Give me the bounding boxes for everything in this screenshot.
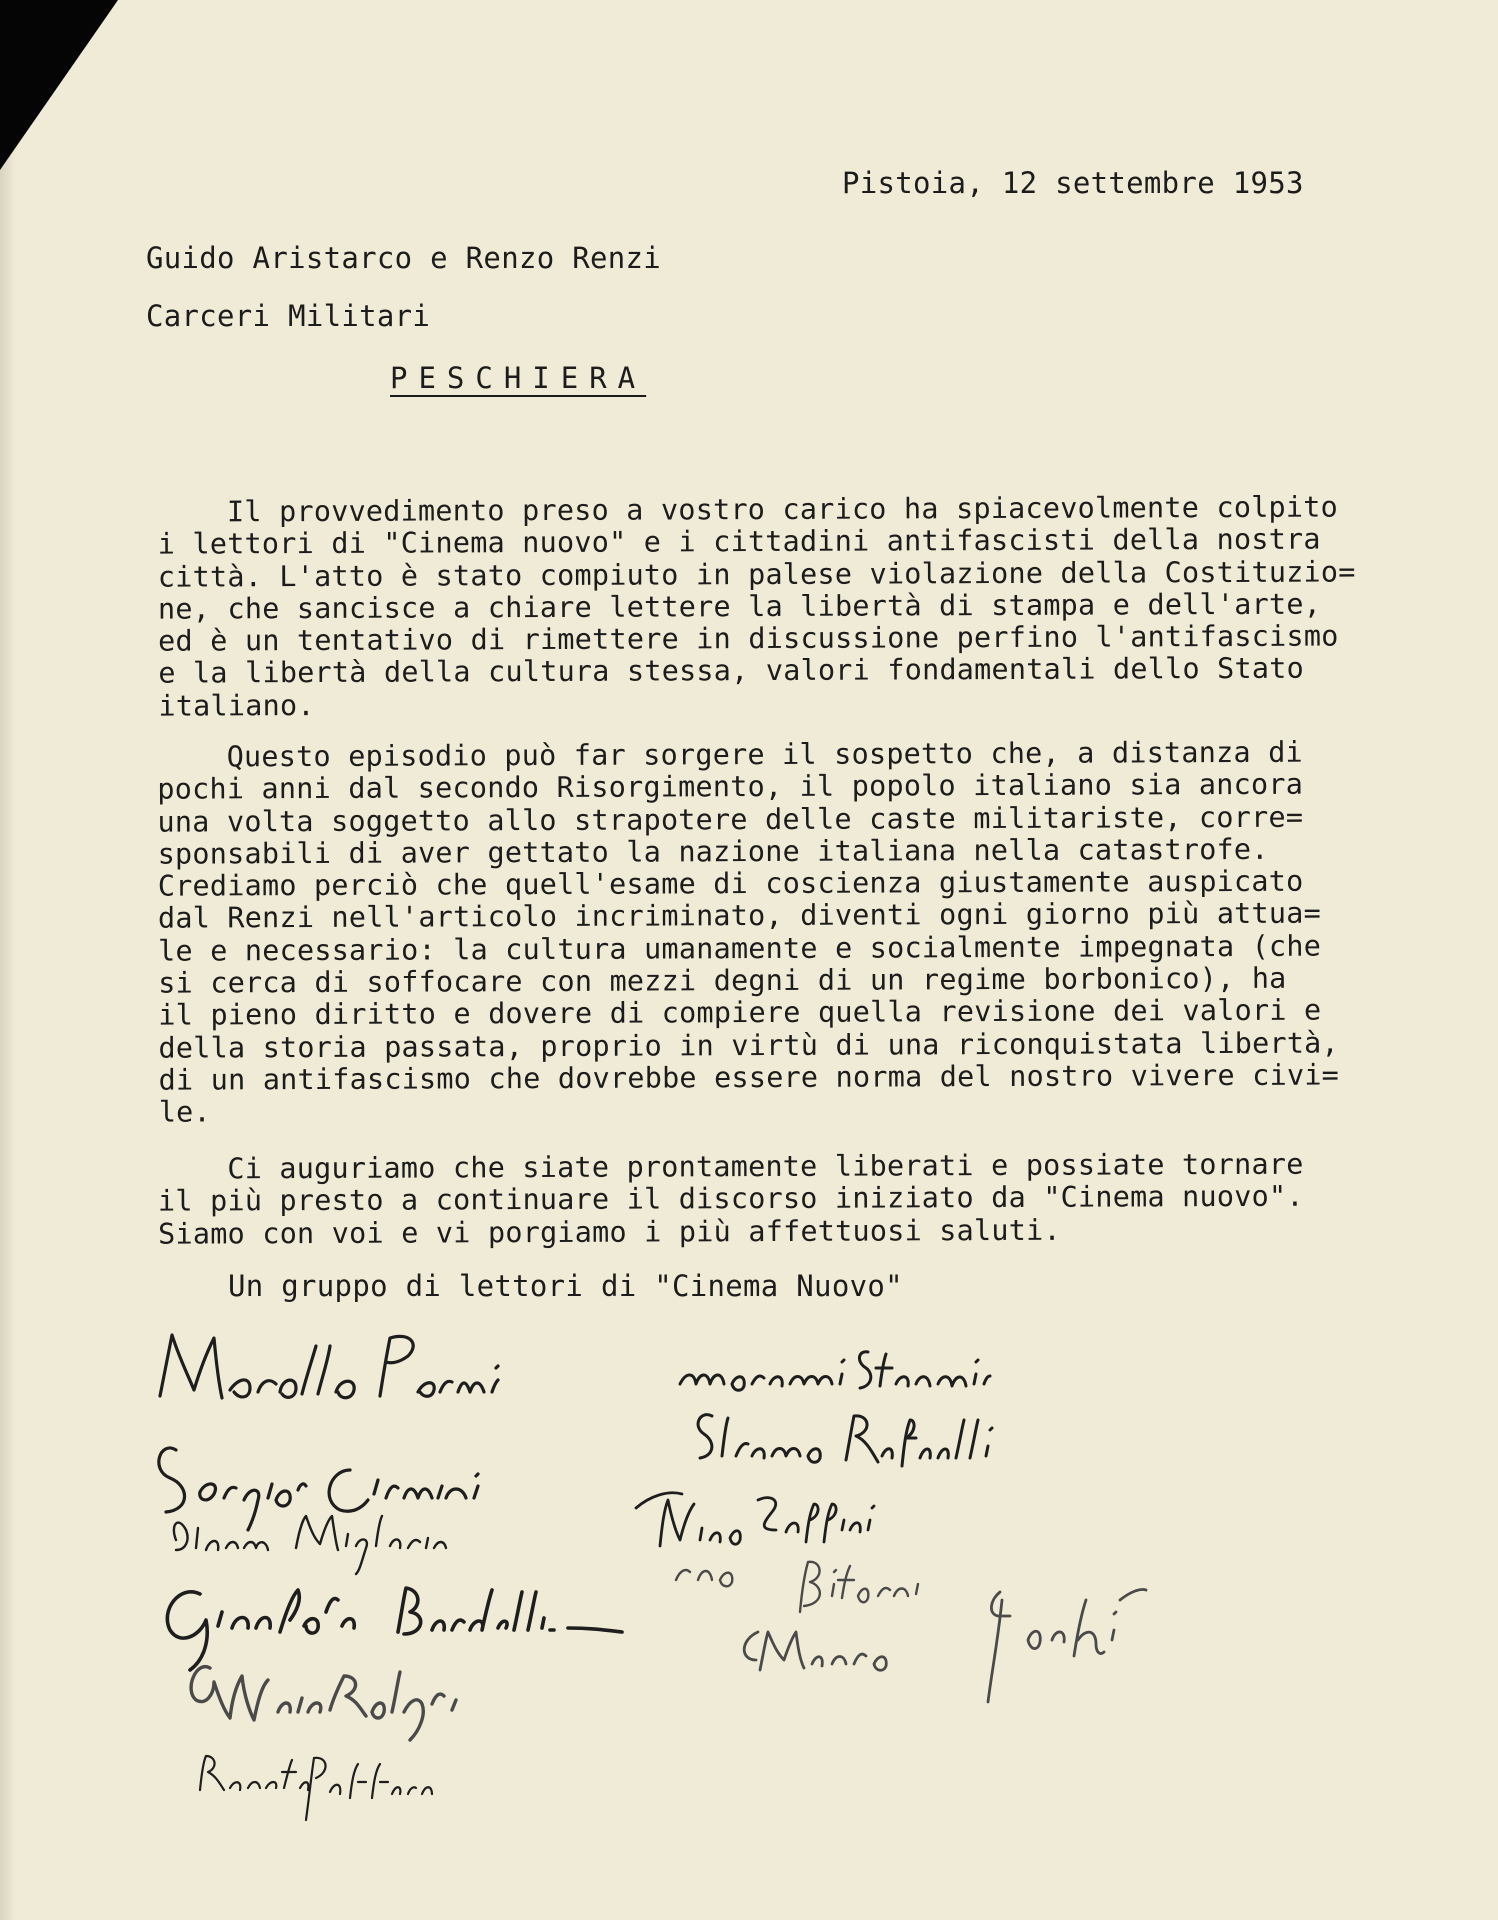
- text-line: ed è un tentativo di rimettere in discussione perfino l'antifascismo: [158, 619, 1339, 658]
- signature-silvano-raffaelli: [698, 1415, 992, 1466]
- text-line: le.: [158, 1095, 211, 1129]
- text-line: Crediamo perciò che quell'esame di coscienza giustamente auspicato: [157, 864, 1304, 903]
- text-line: italiano.: [158, 688, 315, 723]
- signature-giovanni-stanini: [680, 1352, 990, 1390]
- text-line: i lettori di "Cinema nuovo" e i cittadini antifascisti della nostra: [157, 522, 1321, 561]
- signature-silvano-migliorini: [174, 1516, 446, 1574]
- text-line: e la libertà della cultura stessa, valori fondamentali dello Stato: [158, 652, 1305, 691]
- text-line: di un antifascismo che dovrebbe essere norma del nostro vivere civi=: [158, 1058, 1340, 1097]
- addressee-place: Carceri Militari: [146, 299, 431, 333]
- addressee-city: PESCHIERA: [390, 361, 647, 395]
- signature-piero-bitossi: [676, 1562, 918, 1612]
- text-line: città. L'atto è stato compiuto in palese violazione della Costituzio=: [157, 555, 1356, 594]
- signature-gianfranco-bardelli: [167, 1588, 622, 1670]
- text-line: le e necessario: la cultura umanamente e socialmente impegnata (che: [158, 929, 1322, 968]
- text-line: dal Renzi nell'articolo incriminato, diventi ogni giorno più attua=: [157, 897, 1322, 936]
- addressee-names: Guido Aristarco e Renzo Renzi: [146, 241, 662, 275]
- text-line: una volta soggetto allo strapotere delle caste militariste, corre=: [157, 800, 1304, 839]
- signature-renato-pafferini: [200, 1756, 432, 1820]
- text-line: il più presto a continuare il discorso iniziato da "Cinema nuovo".: [157, 1179, 1304, 1218]
- text-line: si cerca di soffocare con mezzi degni di un regime borbonico), ha: [158, 961, 1287, 1000]
- text-line: pochi anni dal secondo Risorgimento, il popolo italiano sia ancora: [157, 767, 1304, 806]
- text-line: il pieno diritto e dovere di compiere quella revisione dei valori e: [158, 993, 1322, 1033]
- signature-marcello-parini: [160, 1335, 498, 1398]
- text-line: della storia passata, proprio in virtù di una riconquistata libertà,: [158, 1026, 1339, 1065]
- text-line: sponsabili di aver gettato la nazione italiana nella catastrofe.: [157, 832, 1269, 871]
- text-line: Questo episodio può far sorgere il sospetto che, a distanza di: [157, 735, 1303, 774]
- letter-date: Pistoia, 12 settembre 1953: [842, 166, 1304, 200]
- text-line: Il provvedimento preso a vostro carico ha spiacevolmente colpito: [157, 490, 1339, 529]
- text-line: Ci auguriamo che siate prontamente liberati e possiate tornare: [157, 1147, 1304, 1186]
- text-line: Siamo con voi e vi porgiamo i più affettuosi saluti.: [158, 1213, 1061, 1251]
- signature-mario-rolo: [191, 1667, 456, 1740]
- text-line: ne, che sancisce a chiare lettere la libertà di stampa e dell'arte,: [157, 587, 1322, 626]
- signature-nino-zappini: [636, 1493, 874, 1546]
- signature-sergio-cioni: [159, 1448, 478, 1530]
- closing-line: Un gruppo di lettori di "Cinema Nuovo": [228, 1269, 903, 1303]
